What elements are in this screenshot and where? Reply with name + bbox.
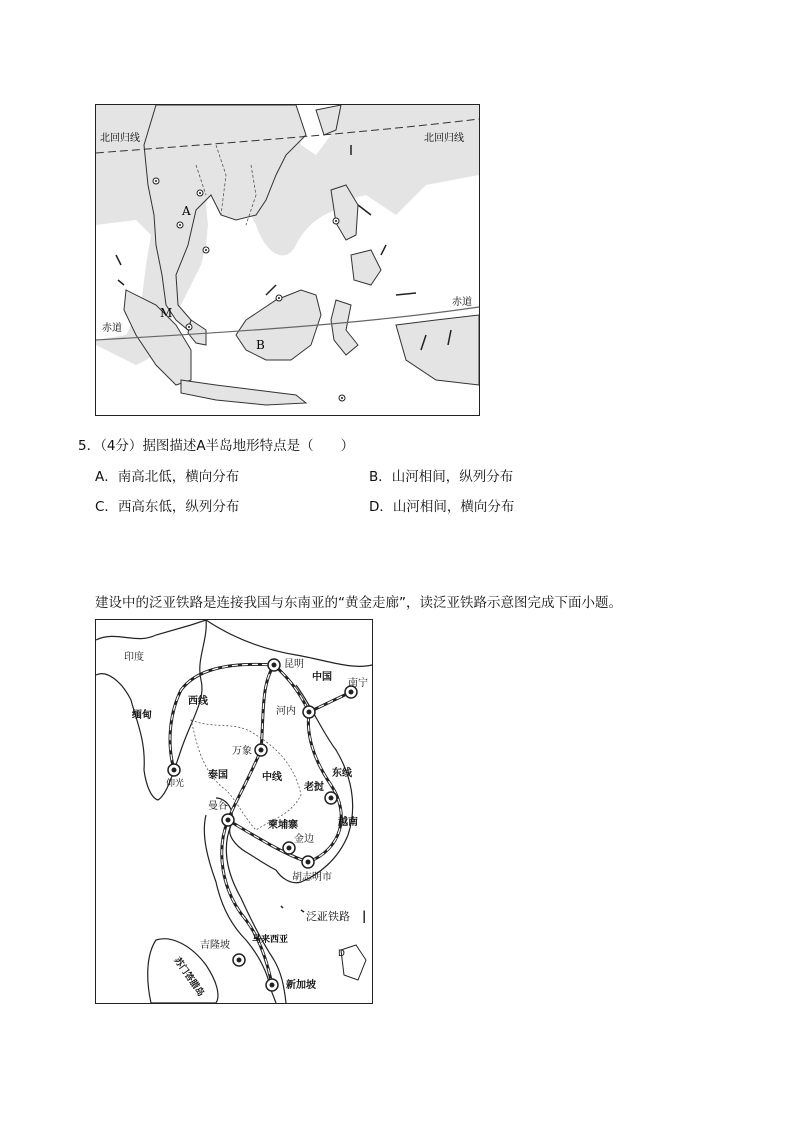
passage-intro: 建设中的泛亚铁路是连接我国与东南亚的“黄金走廊”，读泛亚铁路示意图完成下面小题。 xyxy=(95,595,622,611)
label-hcmc: 胡志明市 xyxy=(292,872,332,883)
equator-label-right: 赤道 xyxy=(452,297,472,308)
label-sumatra: 苏门答腊岛 xyxy=(171,955,206,999)
option-a[interactable] xyxy=(95,465,239,485)
option-b[interactable] xyxy=(369,465,513,485)
label-myanmar: 缅甸 xyxy=(132,710,152,721)
option-letter: A． xyxy=(95,469,118,485)
label-b: B xyxy=(256,338,265,352)
southeast-asia-map xyxy=(95,104,480,416)
option-c[interactable] xyxy=(95,495,239,515)
tropic-label-right: 北回归线 xyxy=(424,133,464,144)
label-kunming: 昆明 xyxy=(284,659,304,670)
label-malaysia: 马来西亚 xyxy=(252,935,289,945)
label-bangkok: 曼谷 xyxy=(208,801,228,812)
label-india: 印度 xyxy=(124,652,144,663)
option-text: 山河相间，横向分布 xyxy=(392,499,515,515)
label-singapore: 新加坡 xyxy=(286,980,316,991)
label-d: D xyxy=(338,949,345,959)
label-cambodia: 柬埔寨 xyxy=(268,820,298,831)
option-letter: D． xyxy=(369,499,393,515)
label-china: 中国 xyxy=(312,672,332,683)
southeast-asia-map-svg xyxy=(96,105,479,415)
legend-label: 泛亚铁路 xyxy=(306,910,350,923)
label-hanoi: 河内 xyxy=(276,706,296,717)
label-west-line: 西线 xyxy=(188,696,208,707)
label-vietnam: 越南 xyxy=(338,817,358,828)
label-vientiane: 万象 xyxy=(232,746,252,757)
label-nanning: 南宁 xyxy=(348,678,368,689)
question-5-stem xyxy=(78,434,354,454)
question-number: 5． xyxy=(78,438,101,454)
label-kuala-lumpur: 吉隆坡 xyxy=(200,940,230,951)
question-score: （4分） xyxy=(100,438,143,454)
option-d[interactable] xyxy=(369,495,514,515)
tropic-label-left: 北回归线 xyxy=(100,133,140,144)
legend-symbol: | xyxy=(362,909,367,923)
question-text: 据图描述A半岛地形特点是（ ） xyxy=(142,438,355,454)
label-yangon: 仰光 xyxy=(166,779,185,789)
label-m: M xyxy=(160,306,173,320)
label-middle-line: 中线 xyxy=(262,772,282,783)
label-a: A xyxy=(182,204,191,218)
label-thailand: 泰国 xyxy=(208,770,228,781)
option-text: 山河相间，纵列分布 xyxy=(391,469,514,485)
pan-asia-railway-map xyxy=(95,619,373,1004)
label-laos: 老挝 xyxy=(304,782,324,793)
option-text: 西高东低，纵列分布 xyxy=(117,499,240,515)
label-east-line: 东线 xyxy=(332,768,352,779)
option-letter: C． xyxy=(95,499,118,515)
option-letter: B． xyxy=(369,469,392,485)
option-text: 南高北低，横向分布 xyxy=(117,469,240,485)
label-phnom-penh: 金边 xyxy=(294,834,314,845)
railway-map-svg xyxy=(96,620,372,1003)
equator-label-left: 赤道 xyxy=(102,323,122,334)
